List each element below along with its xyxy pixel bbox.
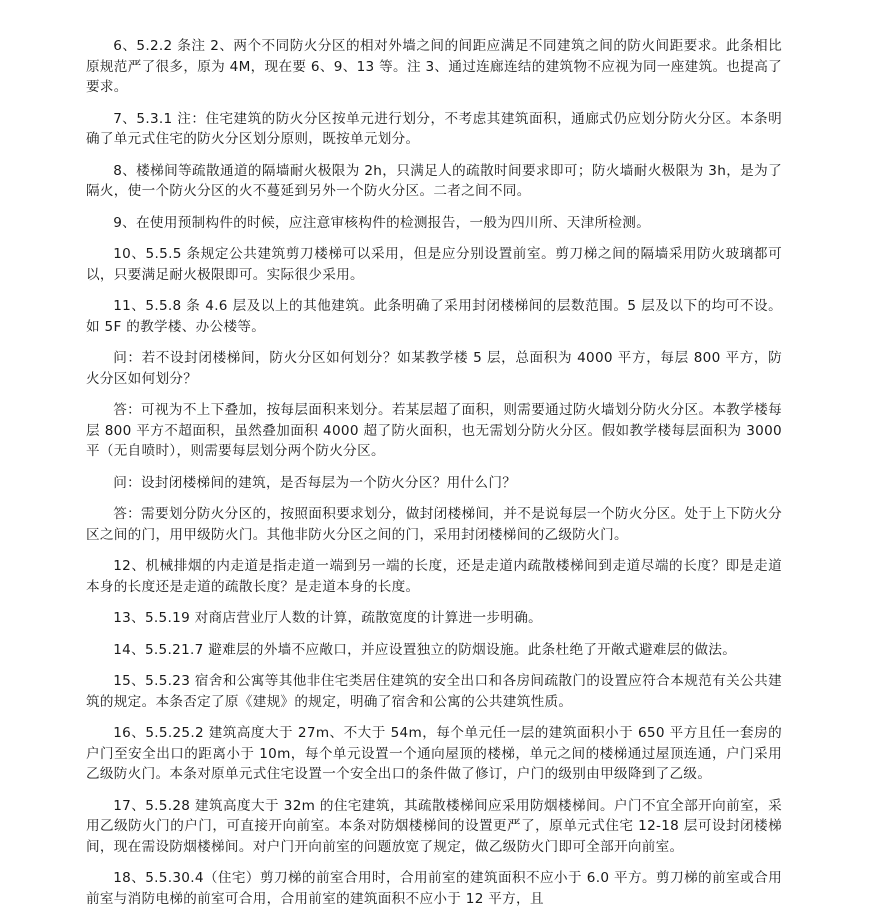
- answer-1: 答：可视为不上下叠加，按每层面积来划分。若某层超了面积，则需要通过防火墙划分防火分区。本教学楼每层 800 平方不超面积，虽然叠加面积 4000 超了防火面积，也无需划分防火分区。假如教学楼每层面积为 3000 平（无自喷时），则需要每层划分两个防火分区。: [86, 402, 782, 459]
- paragraph-8: 8、楼梯间等疏散通道的隔墙耐火极限为 2h，只满足人的疏散时间要求即可；防火墙耐火极限为 3h，是为了隔火，使一个防火分区的火不蔓延到另外一个防火分区。二者之间不同。: [86, 162, 782, 199]
- paragraph-12: 12、机械排烟的内走道是指走道一端到另一端的长度，还是走道内疏散楼梯间到走道尽端的长度？即是走道本身的长度还是走道的疏散长度？是走道本身的长度。: [86, 558, 782, 595]
- paragraph-11: 11、5.5.8 条 4.6 层及以上的其他建筑。此条明确了采用封闭楼梯间的层数范围。5 层及以下的均可不设。如 5F 的教学楼、办公楼等。: [86, 298, 782, 335]
- paragraph-7: 7、5.3.1 注：住宅建筑的防火分区按单元进行划分，不考虑其建筑面积，通廊式仍应划分防火分区。本条明确了单元式住宅的防火分区划分原则，既按单元划分。: [86, 110, 782, 147]
- paragraph-6: 6、5.2.2 条注 2、两个不同防火分区的相对外墙之间的间距应满足不同建筑之间的防火间距要求。此条相比原规范严了很多，原为 4M，现在要 6、9、13 等。注 3、通过连廊连结的建筑物不应视为同一座建筑。也提高了要求。: [86, 38, 782, 95]
- paragraph-17: 17、5.5.28 建筑高度大于 32m 的住宅建筑，其疏散楼梯间应采用防烟楼梯间。户门不宜全部开向前室，采用乙级防火门的户门，可直接开向前室。本条对防烟楼梯间的设置更严了，原单元式住宅 12-18 层可设封闭楼梯间，现在需设防烟楼梯间。对户门开向前室的问题放宽了规定，做乙级防火门即可全部开向前室。: [86, 797, 782, 855]
- paragraph-9: 9、在使用预制构件的时候，应注意审核构件的检测报告，一般为四川所、天津所检测。: [113, 214, 651, 231]
- question-1: 问：若不设封闭楼梯间，防火分区如何划分？如某教学楼 5 层，总面积为 4000 平方，每层 800 平方，防火分区如何划分？: [86, 350, 782, 387]
- paragraph-14: 14、5.5.21.7 避难层的外墙不应敞口，并应设置独立的防烟设施。此条杜绝了开敞式避难层的做法。: [113, 641, 737, 658]
- answer-2: 答：需要划分防火分区的，按照面积要求划分，做封闭楼梯间，并不是说每层一个防火分区。处于上下防火分区之间的门，用甲级防火门。其他非防火分区之间的门，采用封闭楼梯间的乙级防火门。: [86, 506, 782, 543]
- paragraph-15: 15、5.5.23 宿舍和公寓等其他非住宅类居住建筑的安全出口和各房间疏散门的设置应符合本规范有关公共建筑的规定。本条否定了原《建规》的规定，明确了宿舍和公寓的公共建筑性质。: [86, 673, 782, 710]
- paragraph-18: 18、5.5.30.4（住宅）剪刀梯的前室合用时，合用前室的建筑面积不应小于 6.0 平方。剪刀梯的前室或合用前室与消防电梯的前室可合用，合用前室的建筑面积不应小于 12 平方，且: [86, 870, 782, 907]
- paragraph-16: 16、5.5.25.2 建筑高度大于 27m、不大于 54m，每个单元任一层的建筑面积小于 650 平方且任一套房的户门至安全出口的距离小于 10m，每个单元设置一个通向屋顶的楼梯，单元之间的楼梯通过屋顶连通，户门采用乙级防火门。本条对原单元式住宅设置一个安全出口的条件做了修订，户门的级别由甲级降到了乙级。: [86, 725, 782, 782]
- question-2: 问：设封闭楼梯间的建筑，是否每层为一个防火分区？用什么门？: [113, 474, 517, 491]
- paragraph-10: 10、5.5.5 条规定公共建筑剪刀楼梯可以采用，但是应分别设置前室。剪刀梯之间的隔墙采用防火玻璃都可以，只要满足耐火极限即可。实际很少采用。: [86, 246, 782, 283]
- paragraph-13: 13、5.5.19 对商店营业厅人数的计算，疏散宽度的计算进一步明确。: [113, 610, 542, 626]
